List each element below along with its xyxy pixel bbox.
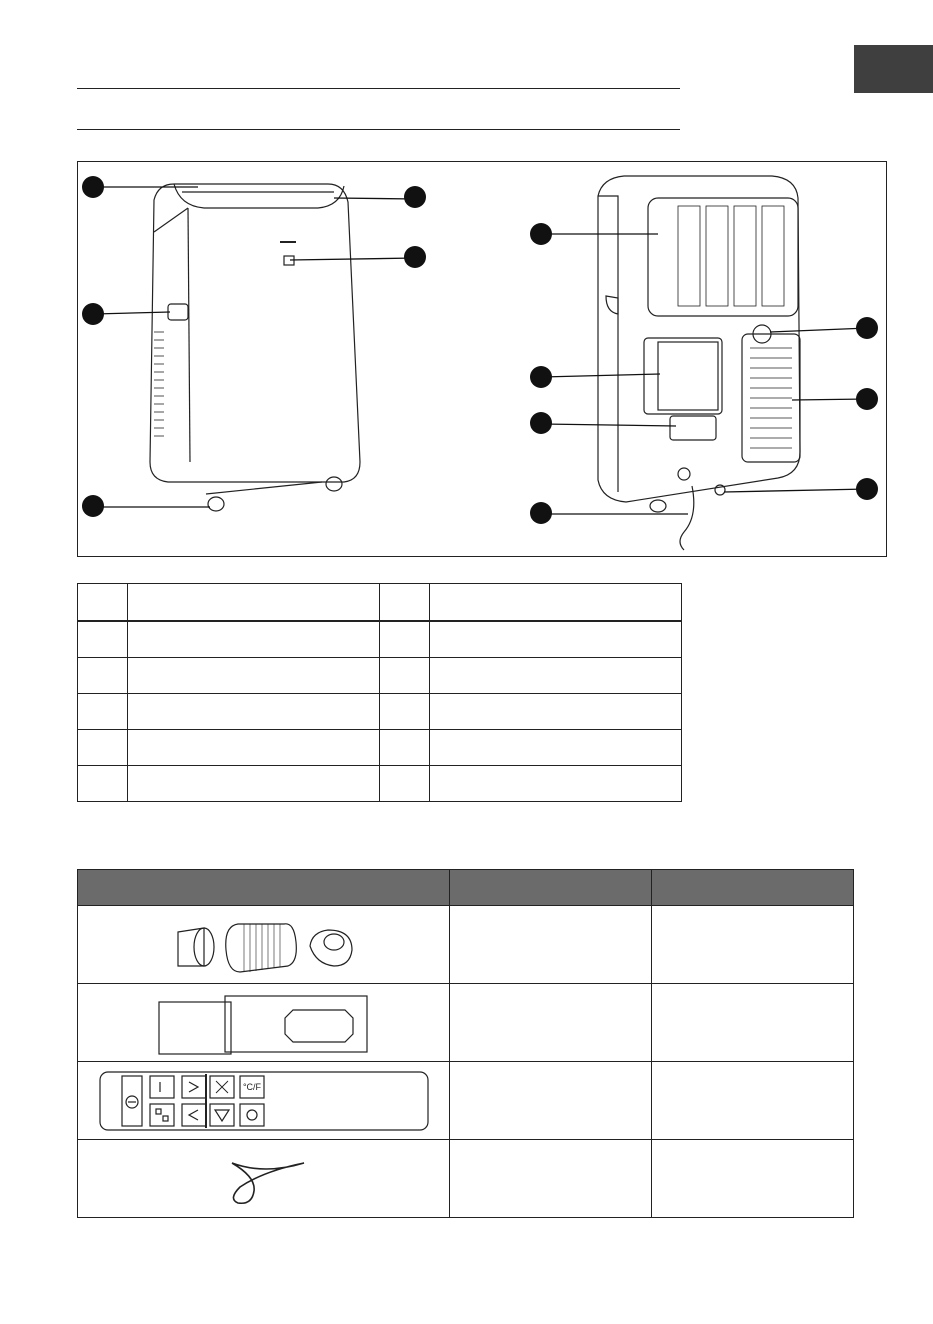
table-row	[78, 1062, 854, 1140]
callout-dot	[856, 317, 878, 339]
callout-dot	[404, 186, 426, 208]
callout-dot	[530, 502, 552, 524]
callout-dot	[530, 412, 552, 434]
table-row	[78, 694, 682, 730]
remote-control-illustration	[94, 1066, 434, 1136]
accessories-header-row	[78, 870, 854, 906]
product-illustrations	[78, 162, 886, 556]
front-view-unit	[150, 184, 360, 511]
section-tab-marker	[854, 45, 933, 93]
drain-hose-illustration	[204, 1149, 324, 1209]
callout-dot	[82, 495, 104, 517]
header-cell	[128, 584, 380, 622]
table-row	[78, 730, 682, 766]
window-kit-illustration	[149, 988, 379, 1058]
parts-legend-table	[77, 583, 682, 802]
callout-dot	[856, 388, 878, 410]
header-cell	[78, 870, 450, 906]
callout-dot	[530, 223, 552, 245]
header-cell	[450, 870, 652, 906]
header-cell	[430, 584, 682, 622]
table-row	[78, 658, 682, 694]
callout-dot	[82, 303, 104, 325]
callout-dot	[404, 246, 426, 268]
celsius-fahrenheit-button-label: °C/F	[242, 1081, 261, 1092]
title-bottom-rule	[77, 129, 680, 130]
header-cell	[380, 584, 430, 622]
back-view-unit	[598, 176, 800, 550]
parts-header-row	[78, 584, 682, 622]
hose-adapters-illustration	[164, 910, 364, 980]
title-top-rule	[77, 88, 680, 89]
table-row	[78, 906, 854, 984]
callout-dot	[856, 478, 878, 500]
header-cell	[78, 584, 128, 622]
table-row	[78, 621, 682, 658]
table-row	[78, 766, 682, 802]
header-cell	[652, 870, 854, 906]
callout-dot	[82, 176, 104, 198]
callout-dot	[530, 366, 552, 388]
accessories-table	[77, 869, 854, 1218]
table-row	[78, 1140, 854, 1218]
product-overview-figure	[77, 161, 887, 557]
table-row	[78, 984, 854, 1062]
